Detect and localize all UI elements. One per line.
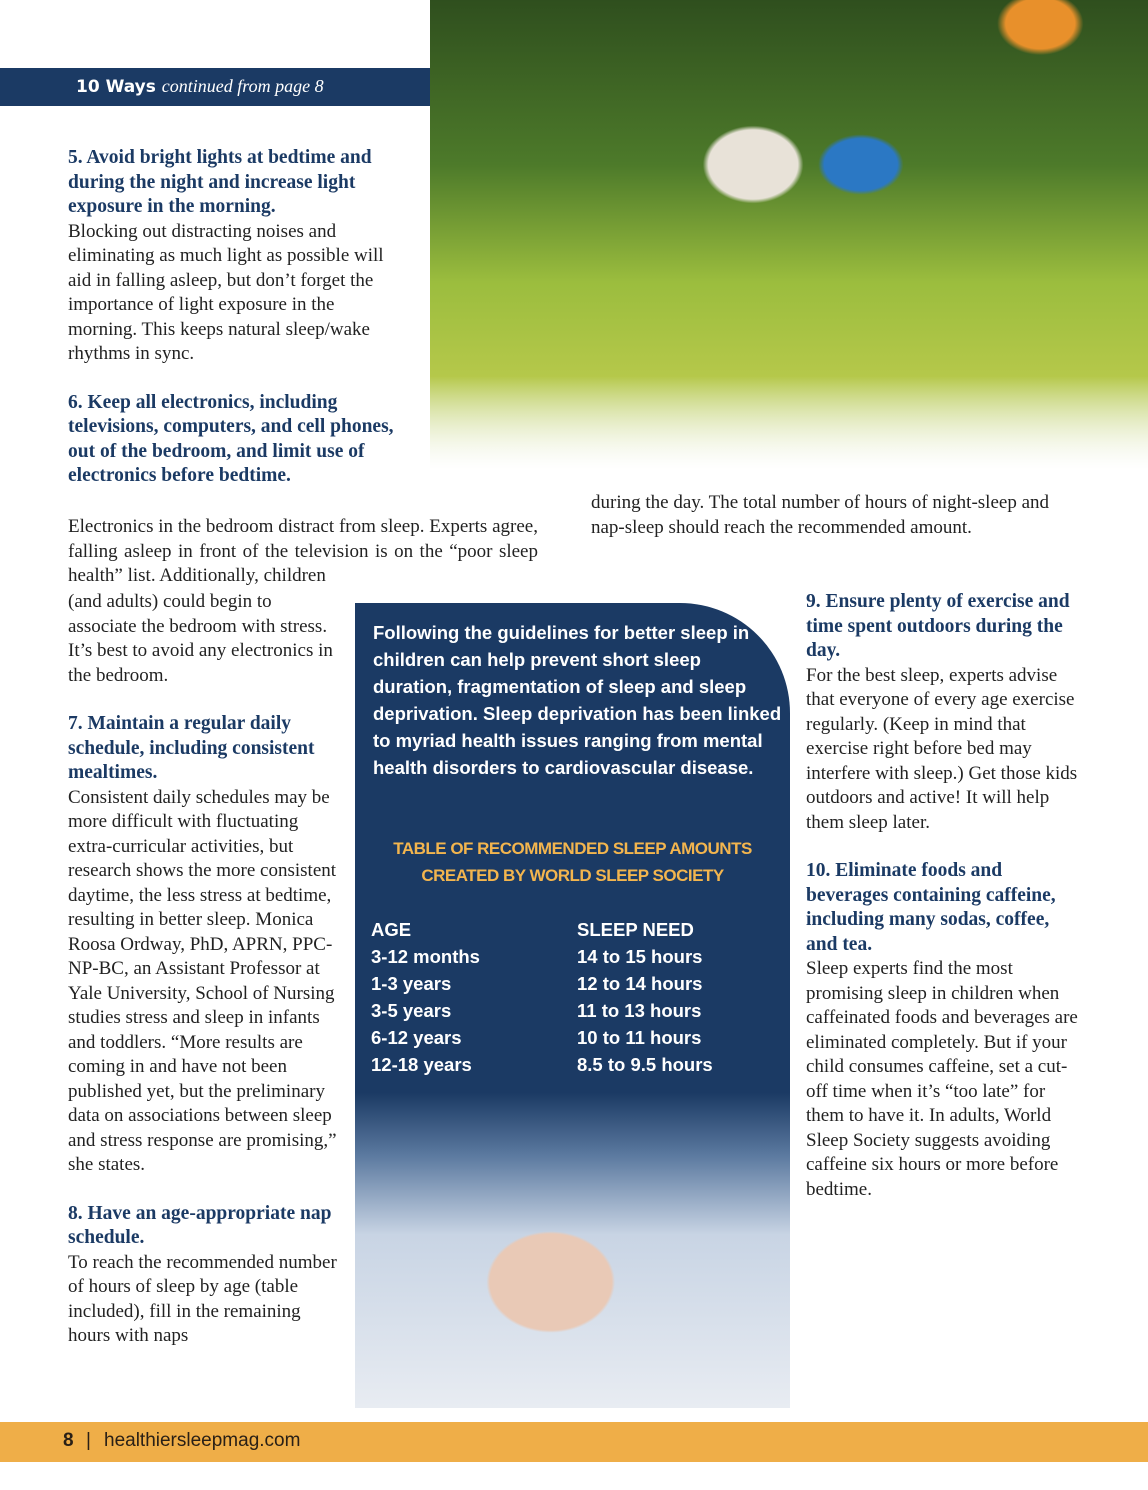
cell-sleep-need: 12 to 14 hours — [577, 972, 703, 994]
left-column-bottom — [68, 590, 338, 1349]
body-6-wide: Electronics in the bedroom distract from sleep. Experts agree, falling asleep in front of the television is on the “poor sleep health” list. Additionally, children — [68, 516, 538, 586]
footer-separator: | — [86, 1430, 91, 1451]
heading-9: 9. Ensure plenty of exercise and time spent outdoors during the day. — [806, 591, 1070, 661]
right-column — [806, 590, 1081, 1202]
cell-age: 3-5 years — [371, 999, 452, 1021]
body-5: Blocking out distracting noises and eliminating as much light as possible will aid in falling asleep, but don’t forget the importance of light exposure in the morning. This keeps natural sleep/wake rhythms in sync. — [68, 220, 384, 364]
body-7: Consistent daily schedules may be more difficult with fluctuating extra-curricular activities, but research shows the more consistent daytime, the less stress at bedtime, resulting in better sleep. Monica Roosa Ordway, PhD, APRN, PPC-NP-BC, an Assistant Professor at Yale University, School of Nursing studies stress and sleep in infants and toddlers. “More results are coming in and have not been published yet, but the preliminary data on associations between sleep and stress response are promising,” she states. — [68, 786, 337, 1175]
boy-and-dog-photo — [430, 0, 1148, 470]
callout-lead: Following the guidelines for better sleep in children can help prevent short sleep duration, fragmentation of sleep and sleep deprivation. Sleep deprivation has been linked to myriad health issues ranging from mental health disorders to cardiovascular disease. — [373, 622, 782, 778]
table-row — [371, 1024, 713, 1051]
header-sleep-need: SLEEP NEED — [577, 918, 694, 940]
footer-site[interactable]: healthiersleepmag.com — [104, 1430, 301, 1451]
cell-age: 3-12 months — [371, 945, 480, 967]
body-8: To reach the recommended number of hours of sleep by age (table included), fill in the remaining hours with naps — [68, 1251, 337, 1346]
cell-age: 12-18 years — [371, 1053, 472, 1075]
table-row — [371, 970, 713, 997]
table-row — [371, 1051, 713, 1078]
yawning-baby-photo — [355, 1093, 790, 1408]
heading-6: 6. Keep all electronics, including televisions, computers, and cell phones, out of the bedroom, and limit use of electronics before bedtime. — [68, 391, 394, 486]
banner-title: 10 Ways — [76, 77, 156, 97]
heading-8: 8. Have an age-appropriate nap schedule. — [68, 1202, 332, 1248]
table-title-line-2: CREATED BY WORLD SLEEP SOCIETY — [421, 866, 724, 885]
table-header-row — [371, 916, 713, 943]
table-row — [371, 997, 713, 1024]
cell-sleep-need: 8.5 to 9.5 hours — [577, 1053, 713, 1075]
heading-10: 10. Eliminate foods and beverages containing caffeine, including many sodas, coffee, and tea. — [806, 860, 1056, 955]
section-banner — [0, 68, 430, 106]
cell-sleep-need: 11 to 13 hours — [577, 999, 702, 1021]
header-age: AGE — [371, 918, 412, 940]
body-8-continued: during the day. The total number of hours of night-sleep and nap-sleep should reach the recommended amount. — [591, 492, 1050, 538]
table-title-line-1: TABLE OF RECOMMENDED SLEEP AMOUNTS — [393, 839, 752, 858]
table-title — [355, 835, 790, 889]
cell-sleep-need: 10 to 11 hours — [577, 1026, 702, 1048]
banner-subtitle: continued from page 8 — [161, 76, 324, 96]
body-9: For the best sleep, experts advise that everyone of every age exercise regularly. (Keep in mind that exercise right before bed may interfere with sleep.) Get those kids outdoors and active! It will help them sleep later. — [806, 664, 1078, 833]
page-number: 8 — [63, 1430, 74, 1451]
sleep-amounts-table — [371, 916, 713, 1078]
heading-5: 5. Avoid bright lights at bedtime and during the night and increase light exposure in the morning. — [68, 147, 372, 217]
body-10: Sleep experts find the most promising sleep in children when caffeinated foods and beverages are eliminated completely. But if your child consumes caffeine, set a cut-off time when it’s “too late” for them to have it. In adults, World Sleep Society suggests avoiding caffeine six hours or more before bedtime. — [806, 958, 1078, 1200]
cell-age: 6-12 years — [371, 1026, 462, 1048]
cell-age: 1-3 years — [371, 972, 452, 994]
sleep-callout-box — [355, 603, 790, 1408]
page-footer — [0, 1422, 1148, 1462]
heading-7: 7. Maintain a regular daily schedule, including consistent mealtimes. — [68, 713, 315, 783]
cell-sleep-need: 14 to 15 hours — [577, 945, 703, 967]
body-6-narrow: (and adults) could begin to associate the bedroom with stress. It’s best to avoid any electronics in the bedroom. — [68, 591, 333, 686]
table-row — [371, 943, 713, 970]
left-column-top — [68, 146, 403, 489]
